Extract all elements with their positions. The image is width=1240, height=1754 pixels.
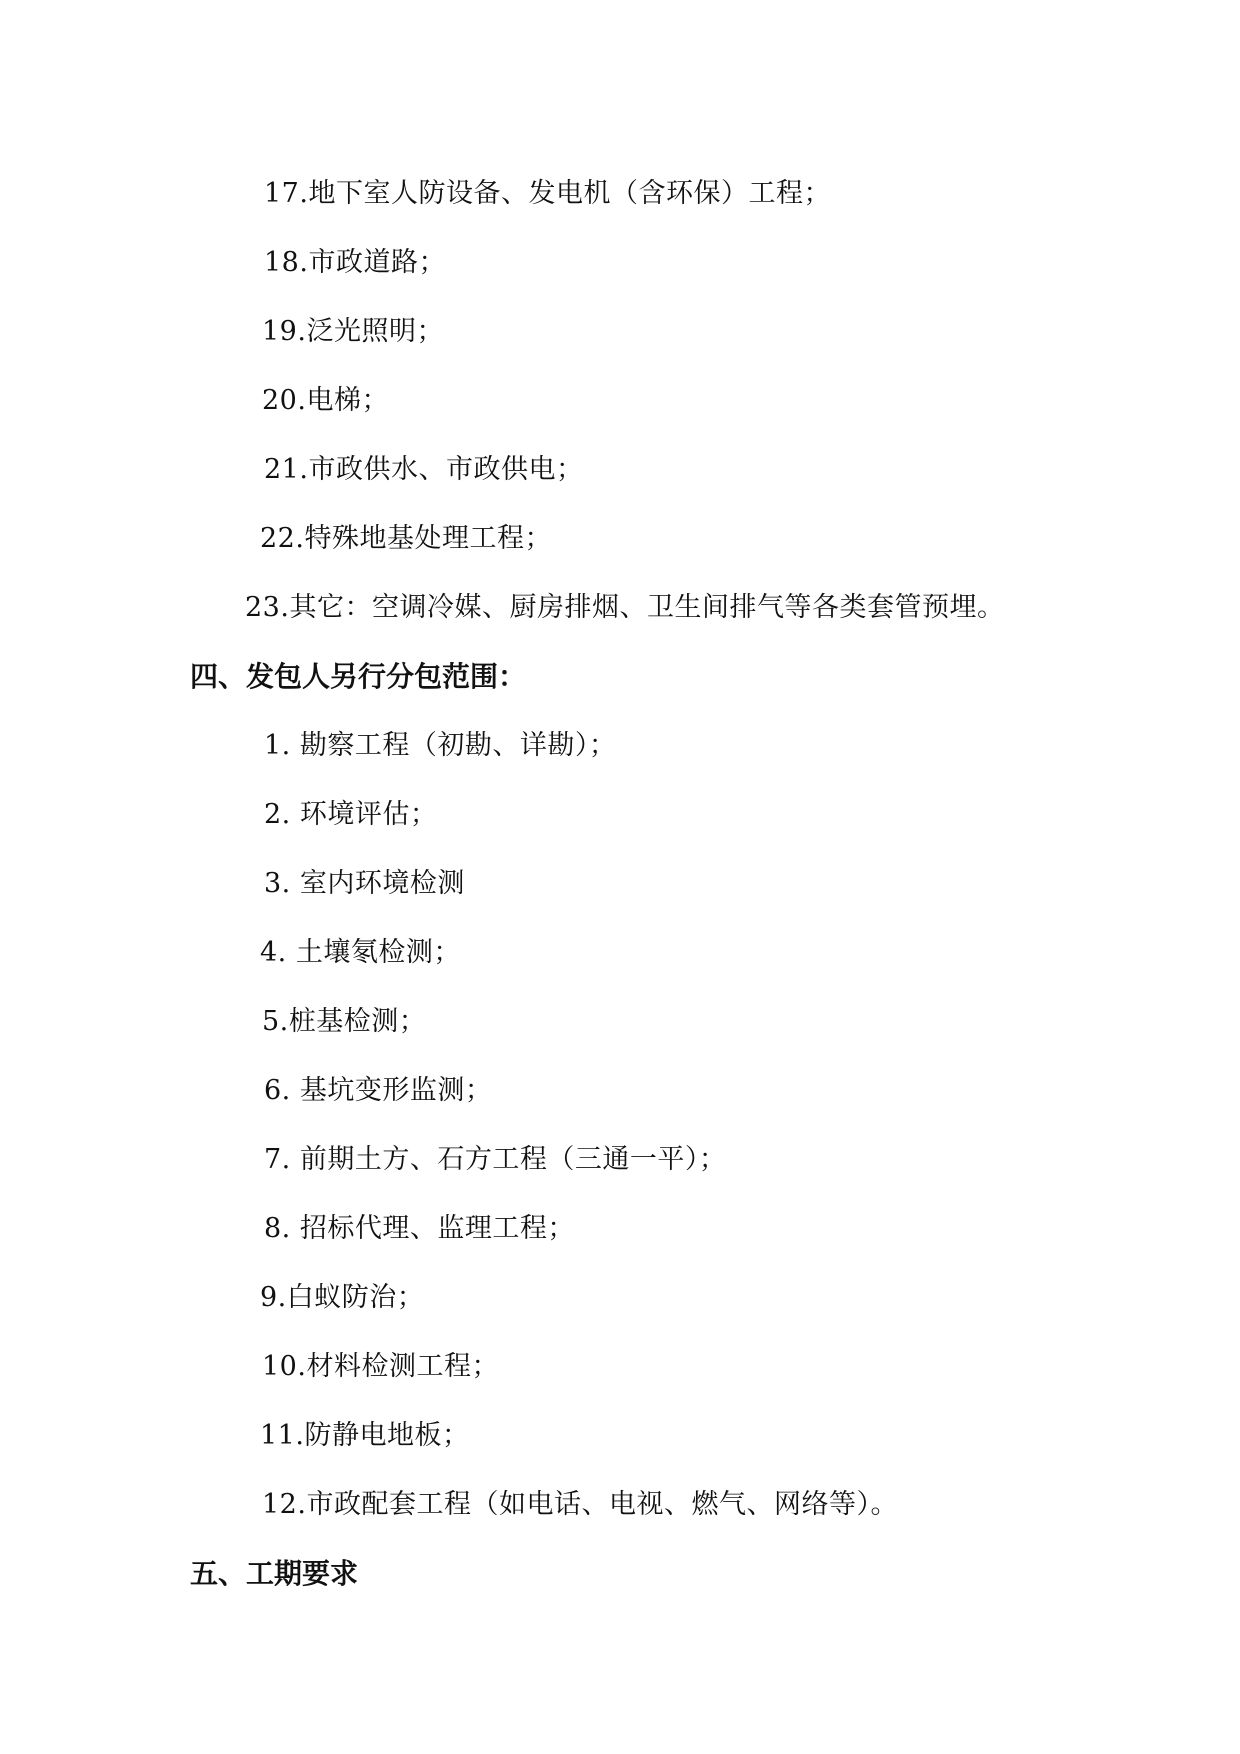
list-item: 4. 土壤氡检测； xyxy=(260,937,461,968)
list-item: 7. 前期土方、石方工程（三通一平）； xyxy=(264,1144,727,1175)
list-item: 22.特殊地基处理工程； xyxy=(260,523,552,554)
list-item: 1. 勘察工程（初勘、详勘）； xyxy=(264,730,617,761)
list-item: 6. 基坑变形监测； xyxy=(264,1075,493,1106)
list-item: 2. 环境评估； xyxy=(264,799,438,830)
section-heading-five: 五、工期要求 xyxy=(190,1557,359,1590)
section-heading-four: 四、发包人另行分包范围： xyxy=(190,660,527,693)
list-item: 8. 招标代理、监理工程； xyxy=(264,1213,575,1244)
list-item: 12.市政配套工程（如电话、电视、燃气、网络等）。 xyxy=(262,1489,898,1520)
list-item: 10.材料检测工程； xyxy=(262,1351,499,1382)
list-item: 18.市政道路； xyxy=(264,247,446,278)
list-item: 21.市政供水、市政供电； xyxy=(264,454,584,485)
list-item: 5.桩基检测； xyxy=(262,1006,427,1037)
list-item: 20.电梯； xyxy=(262,385,389,416)
list-item: 3. 室内环境检测 xyxy=(264,868,465,899)
list-item: 17.地下室人防设备、发电机（含环保）工程； xyxy=(264,178,831,209)
list-item: 23.其它：空调冷媒、厨房排烟、卫生间排气等各类套管预埋。 xyxy=(245,592,1005,623)
list-item: 11.防静电地板； xyxy=(260,1420,470,1451)
list-item: 9.白蚁防治； xyxy=(260,1282,425,1313)
list-item: 19.泛光照明； xyxy=(262,316,444,347)
